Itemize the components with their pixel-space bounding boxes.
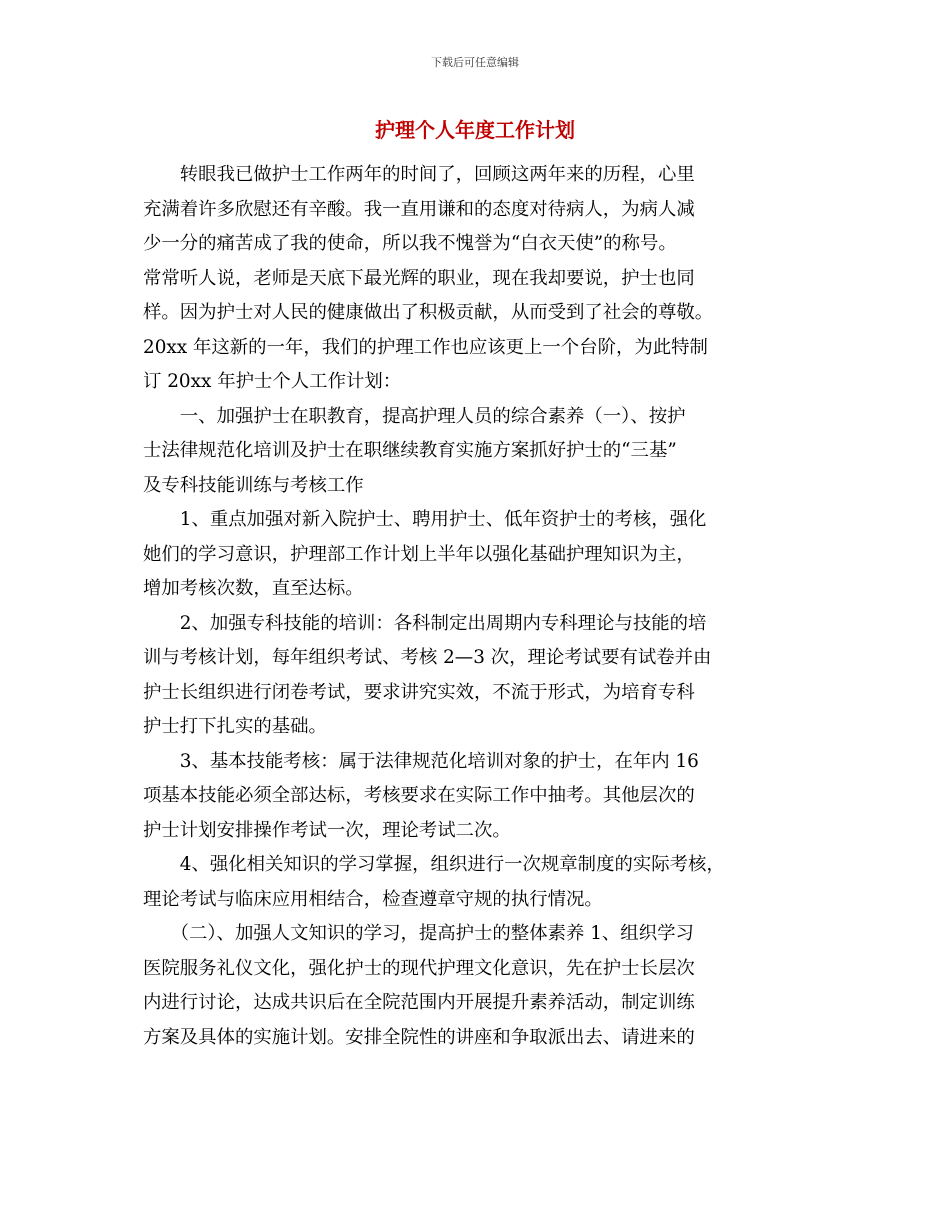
text-line: 士法律规范化培训及护士在职继续教育实施方案抓好护士的“三基” bbox=[143, 440, 677, 461]
text-line: 2、加强专科技能的培训：各科制定出周期内专科理论与技能的培 bbox=[143, 612, 707, 634]
text-line: 常常听人说，老师是天底下最光辉的职业，现在我却要说，护士也同 bbox=[143, 267, 695, 289]
header-note: 下载后可任意编辑 bbox=[431, 56, 519, 69]
text-line: 护士长组织进行闭卷考试，要求讲究实效，不流于形式，为培育专科 bbox=[143, 681, 695, 703]
paragraph-section-2 bbox=[143, 917, 815, 1055]
text-line: 1、重点加强对新入院护士、聘用护士、低年资护士的考核，强化 bbox=[143, 509, 707, 530]
text-line: （二）、加强人文知识的学习，提高护士的整体素养 1、组织学习 bbox=[143, 923, 694, 944]
paragraph-section-1 bbox=[143, 400, 815, 504]
text-line: 医院服务礼仪文化，强化护士的现代护理文化意识，先在护士长层次 bbox=[143, 957, 695, 979]
text-line: 订 20xx 年护士个人工作计划： bbox=[143, 371, 402, 392]
text-line: 护士计划安排操作考试一次，理论考试二次。 bbox=[143, 819, 511, 841]
text-line: 训与考核计划，每年组织考试、考核 2—3 次，理论考试要有试卷并由 bbox=[143, 647, 712, 668]
paragraph-item-1 bbox=[143, 503, 815, 607]
paragraph-item-4 bbox=[143, 848, 815, 917]
text-line: 充满着许多欣慰还有辛酸。我一直用谦和的态度对待病人，为病人减 bbox=[143, 198, 695, 220]
paragraph-item-3 bbox=[143, 745, 815, 849]
text-line: 及专科技能训练与考核工作 bbox=[143, 474, 364, 496]
text-line: 理论考试与临床应用相结合，检查遵章守规的执行情况。 bbox=[143, 888, 603, 910]
paragraph-item-2 bbox=[143, 607, 815, 745]
document-title: 护理个人年度工作计划 bbox=[375, 118, 575, 142]
paragraph-intro bbox=[143, 158, 815, 400]
text-line: 转眼我已做护士工作两年的时间了，回顾这两年来的历程，心里 bbox=[143, 164, 695, 185]
document-body bbox=[143, 158, 815, 1055]
text-line: 3、基本技能考核：属于法律规范化培训对象的护士，在年内 16 bbox=[143, 750, 699, 772]
text-line: 样。因为护士对人民的健康做出了积极贡献，从而受到了社会的尊敬。 bbox=[143, 302, 714, 323]
text-line: 少一分的痛苦成了我的使命，所以我不愧誉为“白衣天使”的称号。 bbox=[143, 233, 677, 254]
text-line: 方案及具体的实施计划。安排全院性的讲座和争取派出去、请进来的 bbox=[143, 1026, 695, 1048]
text-line: 增加考核次数，直至达标。 bbox=[143, 578, 364, 599]
text-line: 一、加强护士在职教育，提高护理人员的综合素养（一）、按护 bbox=[143, 405, 686, 427]
text-line: 护士打下扎实的基础。 bbox=[143, 716, 327, 737]
text-line: 内进行讨论，达成共识后在全院范围内开展提升素养活动，制定训练 bbox=[143, 992, 695, 1013]
text-line: 她们的学习意识，护理部工作计划上半年以强化基础护理知识为主， bbox=[143, 543, 695, 565]
text-line: 20xx 年这新的一年，我们的护理工作也应该更上一个台阶，为此特制 bbox=[143, 336, 708, 358]
text-line: 项基本技能必须全部达标，考核要求在实际工作中抽考。其他层次的 bbox=[143, 785, 695, 806]
text-line: 4、强化相关知识的学习掌握，组织进行一次规章制度的实际考核， bbox=[143, 854, 725, 875]
